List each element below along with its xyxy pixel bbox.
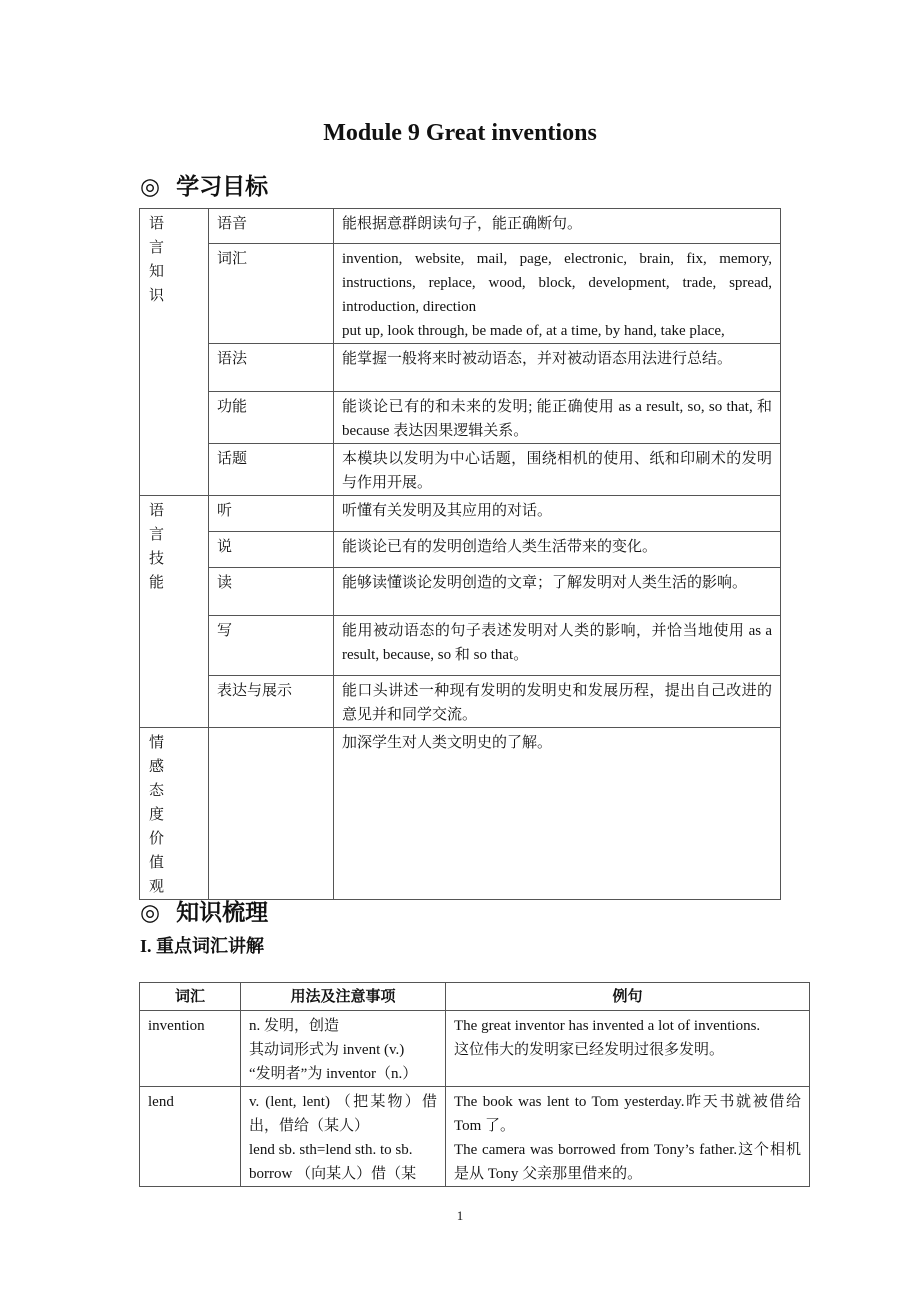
content-text: 能用被动语态的句子表述发明对人类的影响，并恰当地使用 as a result, because, so 和 so that。 bbox=[342, 623, 772, 663]
table-row bbox=[140, 392, 781, 444]
table-row bbox=[140, 244, 781, 344]
aspect-cell: 功能 bbox=[209, 392, 334, 444]
category-char: 言 bbox=[149, 240, 165, 256]
page-title: Module 9 Great inventions bbox=[323, 120, 597, 146]
content-text: 听懂有关发明及其应用的对话。 bbox=[342, 503, 553, 519]
table-row bbox=[140, 676, 781, 728]
aspect-cell bbox=[209, 728, 334, 900]
example-text: The camera was borrowed from Tony’s father.这个相机是从 Tony 父亲那里借来的。 bbox=[454, 1142, 801, 1182]
example-cell bbox=[446, 1087, 810, 1187]
example-text: The book was lent to Tom yesterday.昨天书就被借给 Tom 了。 bbox=[454, 1094, 801, 1134]
header-word: 词汇 bbox=[140, 983, 241, 1011]
content-text: 能谈论已有的和未来的发明; 能正确使用 as a result, so, so that, 和 because 表达因果逻辑关系。 bbox=[342, 399, 772, 439]
category-char: 感 bbox=[149, 759, 165, 775]
content-text: 能根据意群朗读句子，能正确断句。 bbox=[342, 216, 583, 232]
content-cell bbox=[334, 209, 781, 244]
table-header-row bbox=[140, 983, 810, 1011]
usage-cell bbox=[241, 1087, 446, 1187]
aspect-cell: 听 bbox=[209, 496, 334, 532]
content-cell bbox=[334, 344, 781, 392]
page-number: 1 bbox=[456, 1208, 464, 1223]
category-cell bbox=[140, 209, 209, 496]
aspect-cell: 写 bbox=[209, 616, 334, 676]
category-char: 知 bbox=[149, 264, 165, 280]
content-text: invention, website, mail, page, electronic, brain, fix, memory, instructions, replace, wood, block, development, trade, spread, introduction, direction bbox=[342, 251, 772, 315]
header-usage: 用法及注意事项 bbox=[241, 983, 446, 1011]
example-text: The great inventor has invented a lot of inventions. bbox=[454, 1018, 761, 1034]
subheading-vocab: I. 重点词汇讲解 bbox=[140, 936, 265, 956]
content-text: 加深学生对人类文明史的了解。 bbox=[342, 735, 553, 751]
vocab-table bbox=[139, 982, 810, 1187]
usage-text: 其动词形式为 invent (v.) bbox=[249, 1042, 405, 1058]
category-char: 态 bbox=[149, 783, 165, 799]
table-row bbox=[140, 496, 781, 532]
category-cell bbox=[140, 728, 209, 900]
example-text: 这位伟大的发明家已经发明过很多发明。 bbox=[454, 1042, 725, 1058]
table-row bbox=[140, 209, 781, 244]
content-text: put up, look through, be made of, at a time, by hand, take place, bbox=[342, 323, 725, 339]
circle-mark-icon: ◎ bbox=[140, 900, 161, 925]
aspect-cell: 话题 bbox=[209, 444, 334, 496]
aspect-cell: 说 bbox=[209, 532, 334, 568]
category-char: 识 bbox=[149, 288, 165, 304]
content-text: 能够读懂谈论发明创造的文章；了解发明对人类生活的影响。 bbox=[342, 575, 748, 591]
circle-mark-icon: ◎ bbox=[140, 174, 161, 199]
content-cell bbox=[334, 392, 781, 444]
category-char: 言 bbox=[149, 527, 165, 543]
usage-text: v. (lent, lent) （把某物）借出，借给（某人） bbox=[249, 1094, 437, 1134]
category-char: 技 bbox=[149, 551, 165, 567]
content-text: 能口头讲述一种现有发明的发明史和发展历程，提出自己改进的意见并和同学交流。 bbox=[342, 683, 772, 723]
table-row bbox=[140, 728, 781, 900]
category-char: 观 bbox=[149, 879, 165, 895]
content-cell bbox=[334, 496, 781, 532]
table-row bbox=[140, 344, 781, 392]
content-cell bbox=[334, 568, 781, 616]
content-text: 能谈论已有的发明创造给人类生活带来的变化。 bbox=[342, 539, 658, 555]
content-cell bbox=[334, 532, 781, 568]
objectives-table bbox=[139, 208, 781, 900]
category-char: 能 bbox=[149, 575, 165, 591]
aspect-cell: 读 bbox=[209, 568, 334, 616]
section-heading-objectives bbox=[140, 168, 268, 201]
content-cell bbox=[334, 616, 781, 676]
category-char: 语 bbox=[149, 216, 165, 232]
aspect-cell: 表达与展示 bbox=[209, 676, 334, 728]
content-cell bbox=[334, 676, 781, 728]
category-char: 价 bbox=[149, 831, 165, 847]
content-cell bbox=[334, 244, 781, 344]
word-cell: lend bbox=[140, 1087, 241, 1187]
section-label: 学习目标 bbox=[176, 174, 269, 199]
usage-text: borrow （向某人）借（某 bbox=[249, 1166, 417, 1182]
aspect-cell: 语法 bbox=[209, 344, 334, 392]
category-char: 度 bbox=[149, 807, 165, 823]
table-row bbox=[140, 568, 781, 616]
usage-cell bbox=[241, 1011, 446, 1087]
content-text: 能掌握一般将来时被动语态，并对被动语态用法进行总结。 bbox=[342, 351, 733, 367]
content-cell bbox=[334, 444, 781, 496]
table-row bbox=[140, 444, 781, 496]
usage-text: lend sb. sth=lend sth. to sb. bbox=[249, 1142, 413, 1158]
category-char: 语 bbox=[149, 503, 165, 519]
section-heading-knowledge bbox=[140, 894, 268, 927]
word-cell: invention bbox=[140, 1011, 241, 1087]
category-cell bbox=[140, 496, 209, 728]
table-row bbox=[140, 1087, 810, 1187]
category-char: 值 bbox=[149, 855, 165, 871]
usage-text: “发明者”为 inventor（n.） bbox=[249, 1066, 418, 1082]
table-row bbox=[140, 1011, 810, 1087]
aspect-cell: 语音 bbox=[209, 209, 334, 244]
section-label: 知识梳理 bbox=[176, 900, 269, 925]
table-row bbox=[140, 532, 781, 568]
table-row bbox=[140, 616, 781, 676]
content-text: 本模块以发明为中心话题，围绕相机的使用、纸和印刷术的发明与作用开展。 bbox=[342, 451, 772, 491]
content-cell bbox=[334, 728, 781, 900]
example-cell bbox=[446, 1011, 810, 1087]
usage-text: n. 发明，创造 bbox=[249, 1018, 340, 1034]
category-char: 情 bbox=[149, 735, 165, 751]
aspect-cell: 词汇 bbox=[209, 244, 334, 344]
header-example: 例句 bbox=[446, 983, 810, 1011]
